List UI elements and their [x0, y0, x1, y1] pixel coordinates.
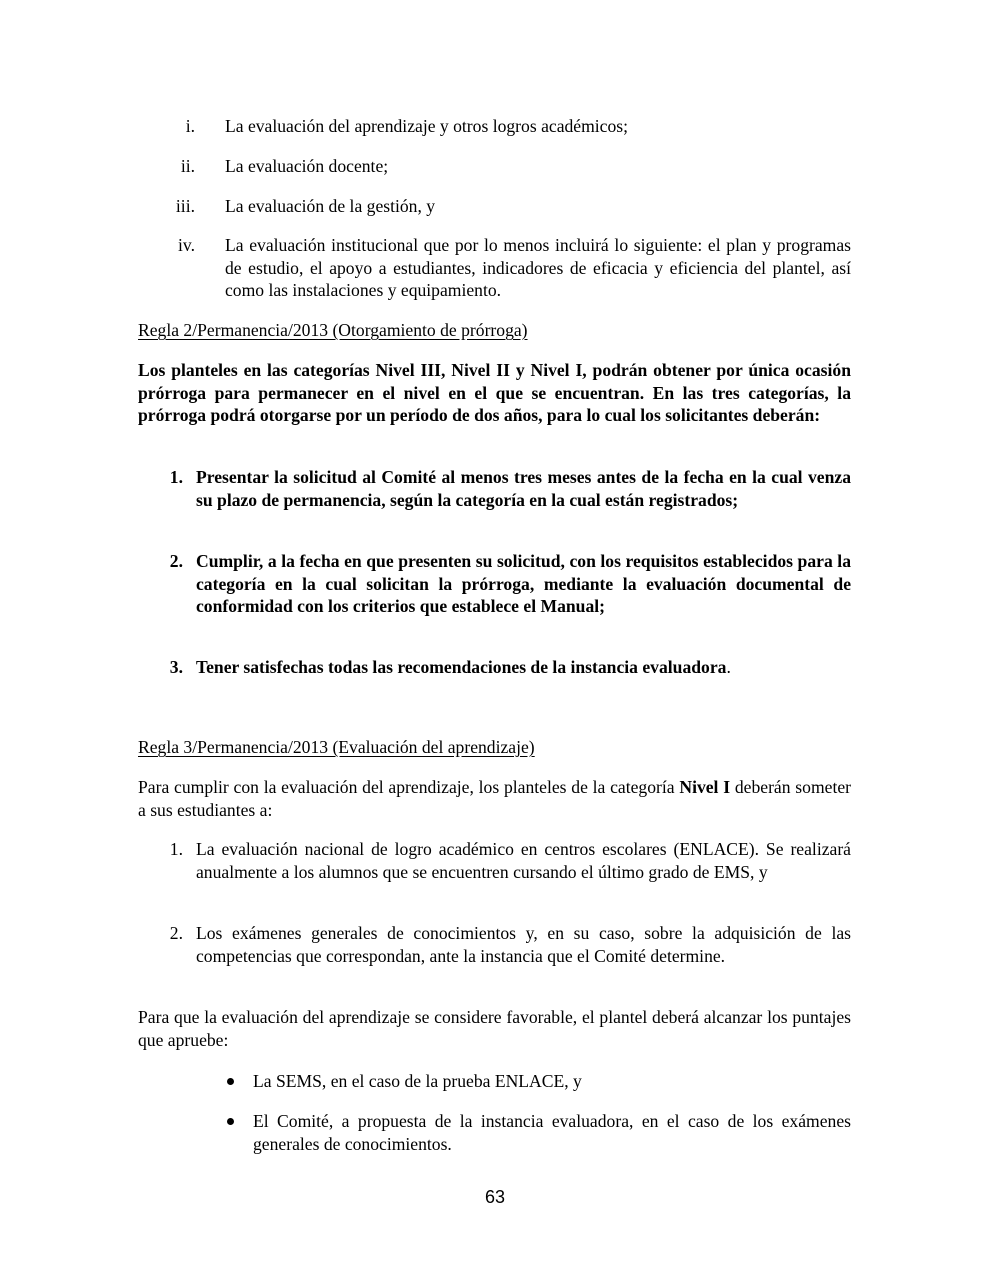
regla-3-closing: Para que la evaluación del aprendizaje se considere favorable, el plantel deberá alcanzar los puntajes que apruebe: — [138, 1007, 851, 1050]
list-item-text: Presentar la solicitud al Comité al menos tres meses antes de la fecha en la cual venza su plazo de permanencia, según la categoría en la cual están registrados; — [196, 467, 851, 510]
list-marker: iii. — [175, 196, 195, 216]
list-item-text: Cumplir, a la fecha en que presenten su solicitud, con los requisitos establecidos para la categoría en la cual solicitan la prórroga, mediante la evaluación documental de conformidad con los criterios que establece el Manual; — [196, 551, 851, 617]
list-marker: 2. — [169, 551, 183, 571]
list-marker: 1. — [169, 839, 183, 859]
list-item-text: Los exámenes generales de conocimientos y, en su caso, sobre la adquisición de las competencias que correspondan, ante la instancia que el Comité determine. — [196, 923, 851, 966]
list-marker: 1. — [169, 467, 183, 487]
list-item-text: La evaluación del aprendizaje y otros logros académicos; — [225, 116, 629, 136]
regla-3-intro: Para cumplir con la evaluación del aprendizaje, los planteles de la categoría Nivel I deberán someter a sus estudiantes a: — [138, 777, 851, 820]
section-heading-regla-2: Regla 2/Permanencia/2013 (Otorgamiento de prórroga) — [138, 320, 528, 340]
list-item-text: La evaluación de la gestión, y — [225, 196, 436, 216]
bullet-icon — [227, 1118, 234, 1125]
list-marker: 2. — [169, 923, 183, 943]
list-marker: ii. — [180, 156, 195, 176]
bullet-item-text: La SEMS, en el caso de la prueba ENLACE, y — [253, 1071, 582, 1091]
list-marker: i. — [185, 116, 195, 136]
regla-2-intro: Los planteles en las categorías Nivel III, Nivel II y Nivel I, podrán obtener por única ocasión prórroga para permanecer en el nivel en el que se encuentran. En las tres categorías, la prórroga podrá otorgarse por un período de dos años, para lo cual los solicitantes deberán: — [138, 360, 851, 426]
bullet-item-text: El Comité, a propuesta de la instancia evaluadora, en el caso de los exámenes generales de conocimientos. — [253, 1111, 851, 1154]
bullet-icon — [227, 1078, 234, 1085]
page-number: 63 — [484, 1187, 506, 1207]
list-marker: 3. — [169, 657, 183, 677]
list-item-text: Tener satisfechas todas las recomendaciones de la instancia evaluadora. — [196, 657, 731, 677]
section-heading-regla-3: Regla 3/Permanencia/2013 (Evaluación del aprendizaje) — [138, 737, 535, 757]
list-marker: iv. — [178, 235, 195, 255]
list-item-text: La evaluación docente; — [225, 156, 389, 176]
list-item-text: La evaluación nacional de logro académico en centros escolares (ENLACE). Se realizará anualmente a los alumnos que se encuentren cursando el último grado de EMS, y — [196, 839, 851, 882]
list-item-text: La evaluación institucional que por lo menos incluirá lo siguiente: el plan y programas de estudio, el apoyo a estudiantes, indicadores de eficacia y eficiencia del plantel, así como las instalaciones y equipamiento. — [225, 235, 851, 301]
